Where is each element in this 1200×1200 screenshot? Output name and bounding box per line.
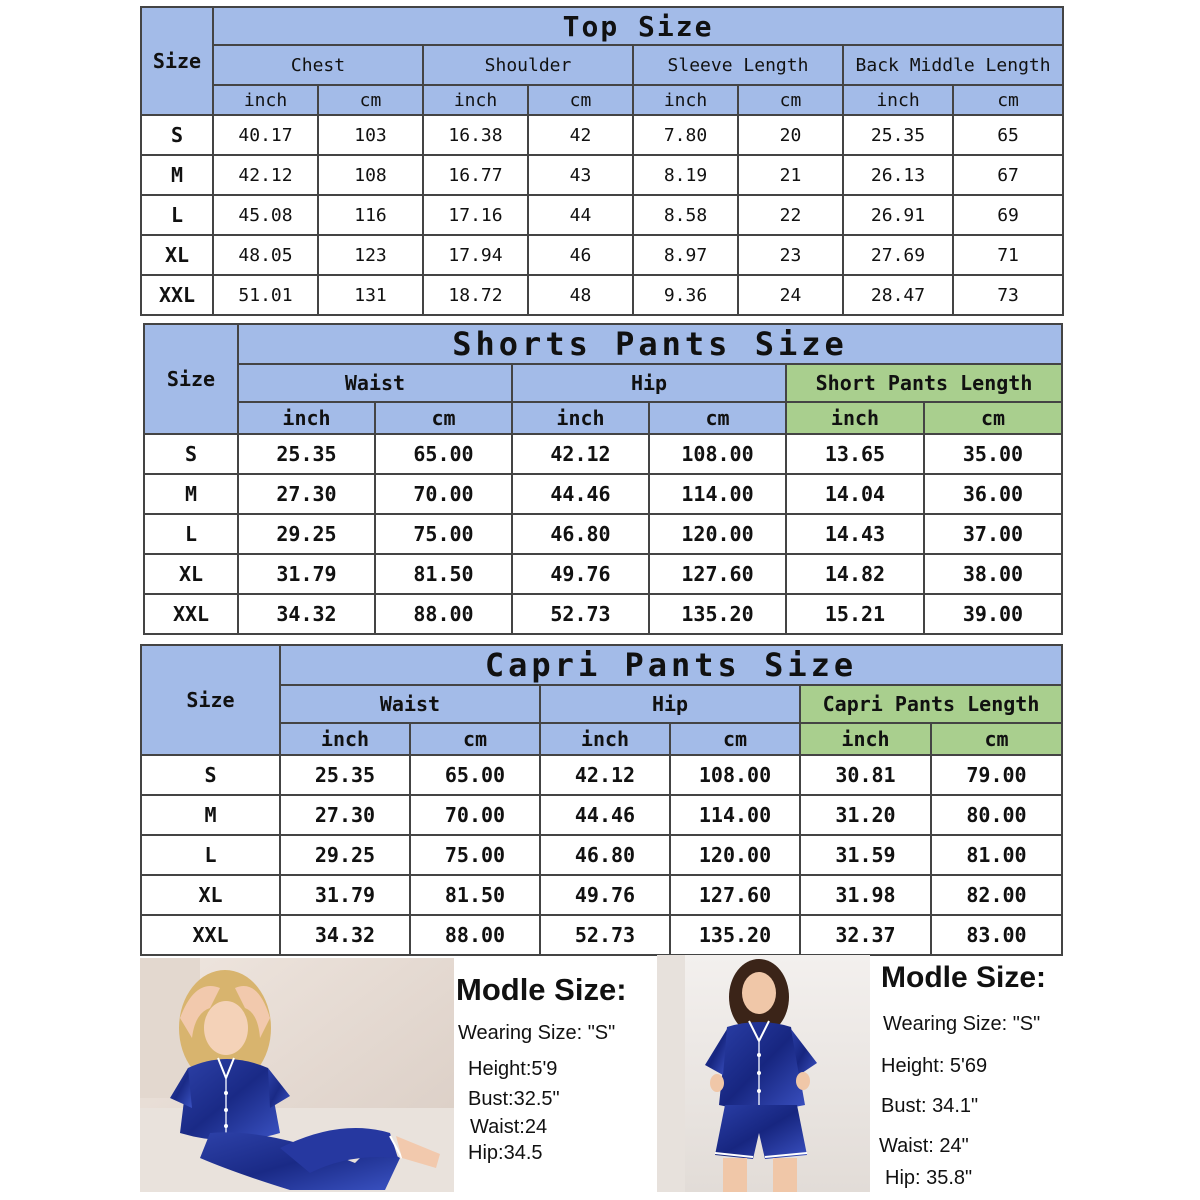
value-cell: 27.30 [238,474,375,514]
table-row [141,155,1063,195]
value-cell: 25.35 [280,755,410,795]
value-cell: 18.72 [423,275,528,315]
value-cell: 31.79 [280,875,410,915]
shorts-unit: inch [238,402,375,434]
model-info-1-height: Height:5'9 [468,1058,558,1080]
value-cell: 23 [738,235,843,275]
value-cell: 65.00 [375,434,512,474]
top-group-sleeve: Sleeve Length [633,45,843,85]
value-cell: 25.35 [843,115,953,155]
capri-unit: inch [280,723,410,755]
table-row [141,275,1063,315]
model-info-1-bust: Bust:32.5" [468,1088,560,1110]
value-cell: 81.50 [410,875,540,915]
value-cell: 71 [953,235,1063,275]
value-cell: 49.76 [540,875,670,915]
value-cell: 75.00 [410,835,540,875]
top-group-chest: Chest [213,45,423,85]
shorts-unit: cm [924,402,1062,434]
value-cell: 88.00 [410,915,540,955]
value-cell: 44.46 [540,795,670,835]
value-cell: 127.60 [670,875,800,915]
model-photo-capri-illustration [140,958,454,1192]
model-info-2-height: Height: 5'69 [881,1055,988,1077]
value-cell: 31.98 [800,875,931,915]
top-unit: cm [318,85,423,115]
model-info-2 [873,955,1063,1195]
value-cell: 29.25 [280,835,410,875]
size-cell: S [141,115,213,155]
value-cell: 114.00 [649,474,786,514]
value-cell: 69 [953,195,1063,235]
value-cell: 81.00 [931,835,1062,875]
shorts-group-hip: Hip [512,364,786,402]
value-cell: 81.50 [375,554,512,594]
top-unit: inch [213,85,318,115]
value-cell: 108.00 [649,434,786,474]
value-cell: 20 [738,115,843,155]
top-unit: cm [953,85,1063,115]
size-cell: M [144,474,238,514]
value-cell: 8.97 [633,235,738,275]
size-cell: L [141,195,213,235]
value-cell: 75.00 [375,514,512,554]
capri-group-waist: Waist [280,685,540,723]
value-cell: 131 [318,275,423,315]
value-cell: 29.25 [238,514,375,554]
value-cell: 135.20 [649,594,786,634]
capri-unit: cm [931,723,1062,755]
table-row [141,795,1062,835]
size-cell: XL [141,875,280,915]
capri-size-header: Size [141,645,280,755]
value-cell: 120.00 [649,514,786,554]
size-cell: L [144,514,238,554]
model-info-1-hip: Hip:34.5 [468,1142,543,1164]
value-cell: 31.59 [800,835,931,875]
value-cell: 21 [738,155,843,195]
size-cell: L [141,835,280,875]
model-photo-shorts [657,955,870,1192]
value-cell: 9.36 [633,275,738,315]
value-cell: 42 [528,115,633,155]
table-row [141,115,1063,155]
table-row [144,434,1062,474]
model-info-2-hip: Hip: 35.8" [885,1167,973,1189]
value-cell: 88.00 [375,594,512,634]
value-cell: 79.00 [931,755,1062,795]
value-cell: 8.19 [633,155,738,195]
top-size-table [140,6,1064,316]
value-cell: 42.12 [213,155,318,195]
value-cell: 135.20 [670,915,800,955]
value-cell: 65.00 [410,755,540,795]
value-cell: 39.00 [924,594,1062,634]
size-cell: M [141,155,213,195]
table-row [141,875,1062,915]
shorts-unit: cm [375,402,512,434]
model-info-1-waist: Waist:24 [470,1116,548,1138]
value-cell: 43 [528,155,633,195]
value-cell: 123 [318,235,423,275]
value-cell: 82.00 [931,875,1062,915]
table-row [144,474,1062,514]
value-cell: 37.00 [924,514,1062,554]
value-cell: 36.00 [924,474,1062,514]
value-cell: 7.80 [633,115,738,155]
value-cell: 38.00 [924,554,1062,594]
value-cell: 46 [528,235,633,275]
shorts-size-table [143,323,1063,635]
capri-unit: cm [670,723,800,755]
model-info-2-waist: Waist: 24" [879,1135,969,1157]
top-unit: cm [738,85,843,115]
size-cell: XL [144,554,238,594]
value-cell: 31.20 [800,795,931,835]
model-info-1 [456,960,656,1192]
size-cell: XXL [141,275,213,315]
capri-table-title: Capri Pants Size [280,645,1062,685]
size-cell: S [144,434,238,474]
value-cell: 52.73 [540,915,670,955]
size-cell: XXL [141,915,280,955]
model-info-2-bust: Bust: 34.1" [881,1095,979,1117]
top-size-header: Size [141,7,213,115]
value-cell: 16.38 [423,115,528,155]
value-cell: 40.17 [213,115,318,155]
value-cell: 24 [738,275,843,315]
value-cell: 48.05 [213,235,318,275]
value-cell: 70.00 [375,474,512,514]
capri-size-table [140,644,1063,956]
value-cell: 30.81 [800,755,931,795]
value-cell: 14.82 [786,554,924,594]
value-cell: 51.01 [213,275,318,315]
model-info-2-heading: Modle Size: [881,961,1047,994]
value-cell: 25.35 [238,434,375,474]
table-row [141,235,1063,275]
table-row [141,755,1062,795]
size-cell: XL [141,235,213,275]
value-cell: 108.00 [670,755,800,795]
value-cell: 83.00 [931,915,1062,955]
value-cell: 44.46 [512,474,649,514]
capri-unit: cm [410,723,540,755]
value-cell: 35.00 [924,434,1062,474]
top-table-title: Top Size [213,7,1063,45]
value-cell: 67 [953,155,1063,195]
value-cell: 28.47 [843,275,953,315]
top-unit: inch [843,85,953,115]
value-cell: 26.91 [843,195,953,235]
table-row [144,514,1062,554]
model-info-1-heading: Modle Size: [456,972,627,1007]
capri-group-hip: Hip [540,685,800,723]
top-unit: cm [528,85,633,115]
value-cell: 8.58 [633,195,738,235]
value-cell: 32.37 [800,915,931,955]
model-photo-shorts-illustration [657,955,870,1192]
table-row [144,554,1062,594]
shorts-unit: inch [512,402,649,434]
value-cell: 34.32 [238,594,375,634]
top-group-back: Back Middle Length [843,45,1063,85]
value-cell: 45.08 [213,195,318,235]
table-row [144,594,1062,634]
value-cell: 16.77 [423,155,528,195]
table-row [141,915,1062,955]
value-cell: 65 [953,115,1063,155]
value-cell: 46.80 [540,835,670,875]
shorts-unit: inch [786,402,924,434]
value-cell: 127.60 [649,554,786,594]
model-photo-capri [140,958,454,1192]
value-cell: 26.13 [843,155,953,195]
capri-unit: inch [540,723,670,755]
value-cell: 116 [318,195,423,235]
top-unit: inch [423,85,528,115]
value-cell: 49.76 [512,554,649,594]
table-row [141,195,1063,235]
capri-unit: inch [800,723,931,755]
shorts-size-header: Size [144,324,238,434]
value-cell: 80.00 [931,795,1062,835]
size-cell: XXL [144,594,238,634]
value-cell: 103 [318,115,423,155]
value-cell: 73 [953,275,1063,315]
capri-group-length: Capri Pants Length [800,685,1062,723]
model-info-1-wearing: Wearing Size: "S" [458,1022,616,1044]
value-cell: 14.43 [786,514,924,554]
model-info-2-wearing: Wearing Size: "S" [883,1013,1041,1035]
value-cell: 70.00 [410,795,540,835]
value-cell: 17.94 [423,235,528,275]
value-cell: 48 [528,275,633,315]
top-unit: inch [633,85,738,115]
shorts-group-length: Short Pants Length [786,364,1062,402]
value-cell: 52.73 [512,594,649,634]
value-cell: 108 [318,155,423,195]
shorts-group-waist: Waist [238,364,512,402]
value-cell: 42.12 [512,434,649,474]
value-cell: 27.69 [843,235,953,275]
value-cell: 44 [528,195,633,235]
top-group-shoulder: Shoulder [423,45,633,85]
value-cell: 13.65 [786,434,924,474]
value-cell: 34.32 [280,915,410,955]
table-row [141,835,1062,875]
size-cell: M [141,795,280,835]
value-cell: 14.04 [786,474,924,514]
size-cell: S [141,755,280,795]
value-cell: 15.21 [786,594,924,634]
value-cell: 120.00 [670,835,800,875]
value-cell: 46.80 [512,514,649,554]
shorts-table-title: Shorts Pants Size [238,324,1062,364]
value-cell: 42.12 [540,755,670,795]
value-cell: 114.00 [670,795,800,835]
value-cell: 27.30 [280,795,410,835]
value-cell: 17.16 [423,195,528,235]
shorts-unit: cm [649,402,786,434]
value-cell: 31.79 [238,554,375,594]
value-cell: 22 [738,195,843,235]
